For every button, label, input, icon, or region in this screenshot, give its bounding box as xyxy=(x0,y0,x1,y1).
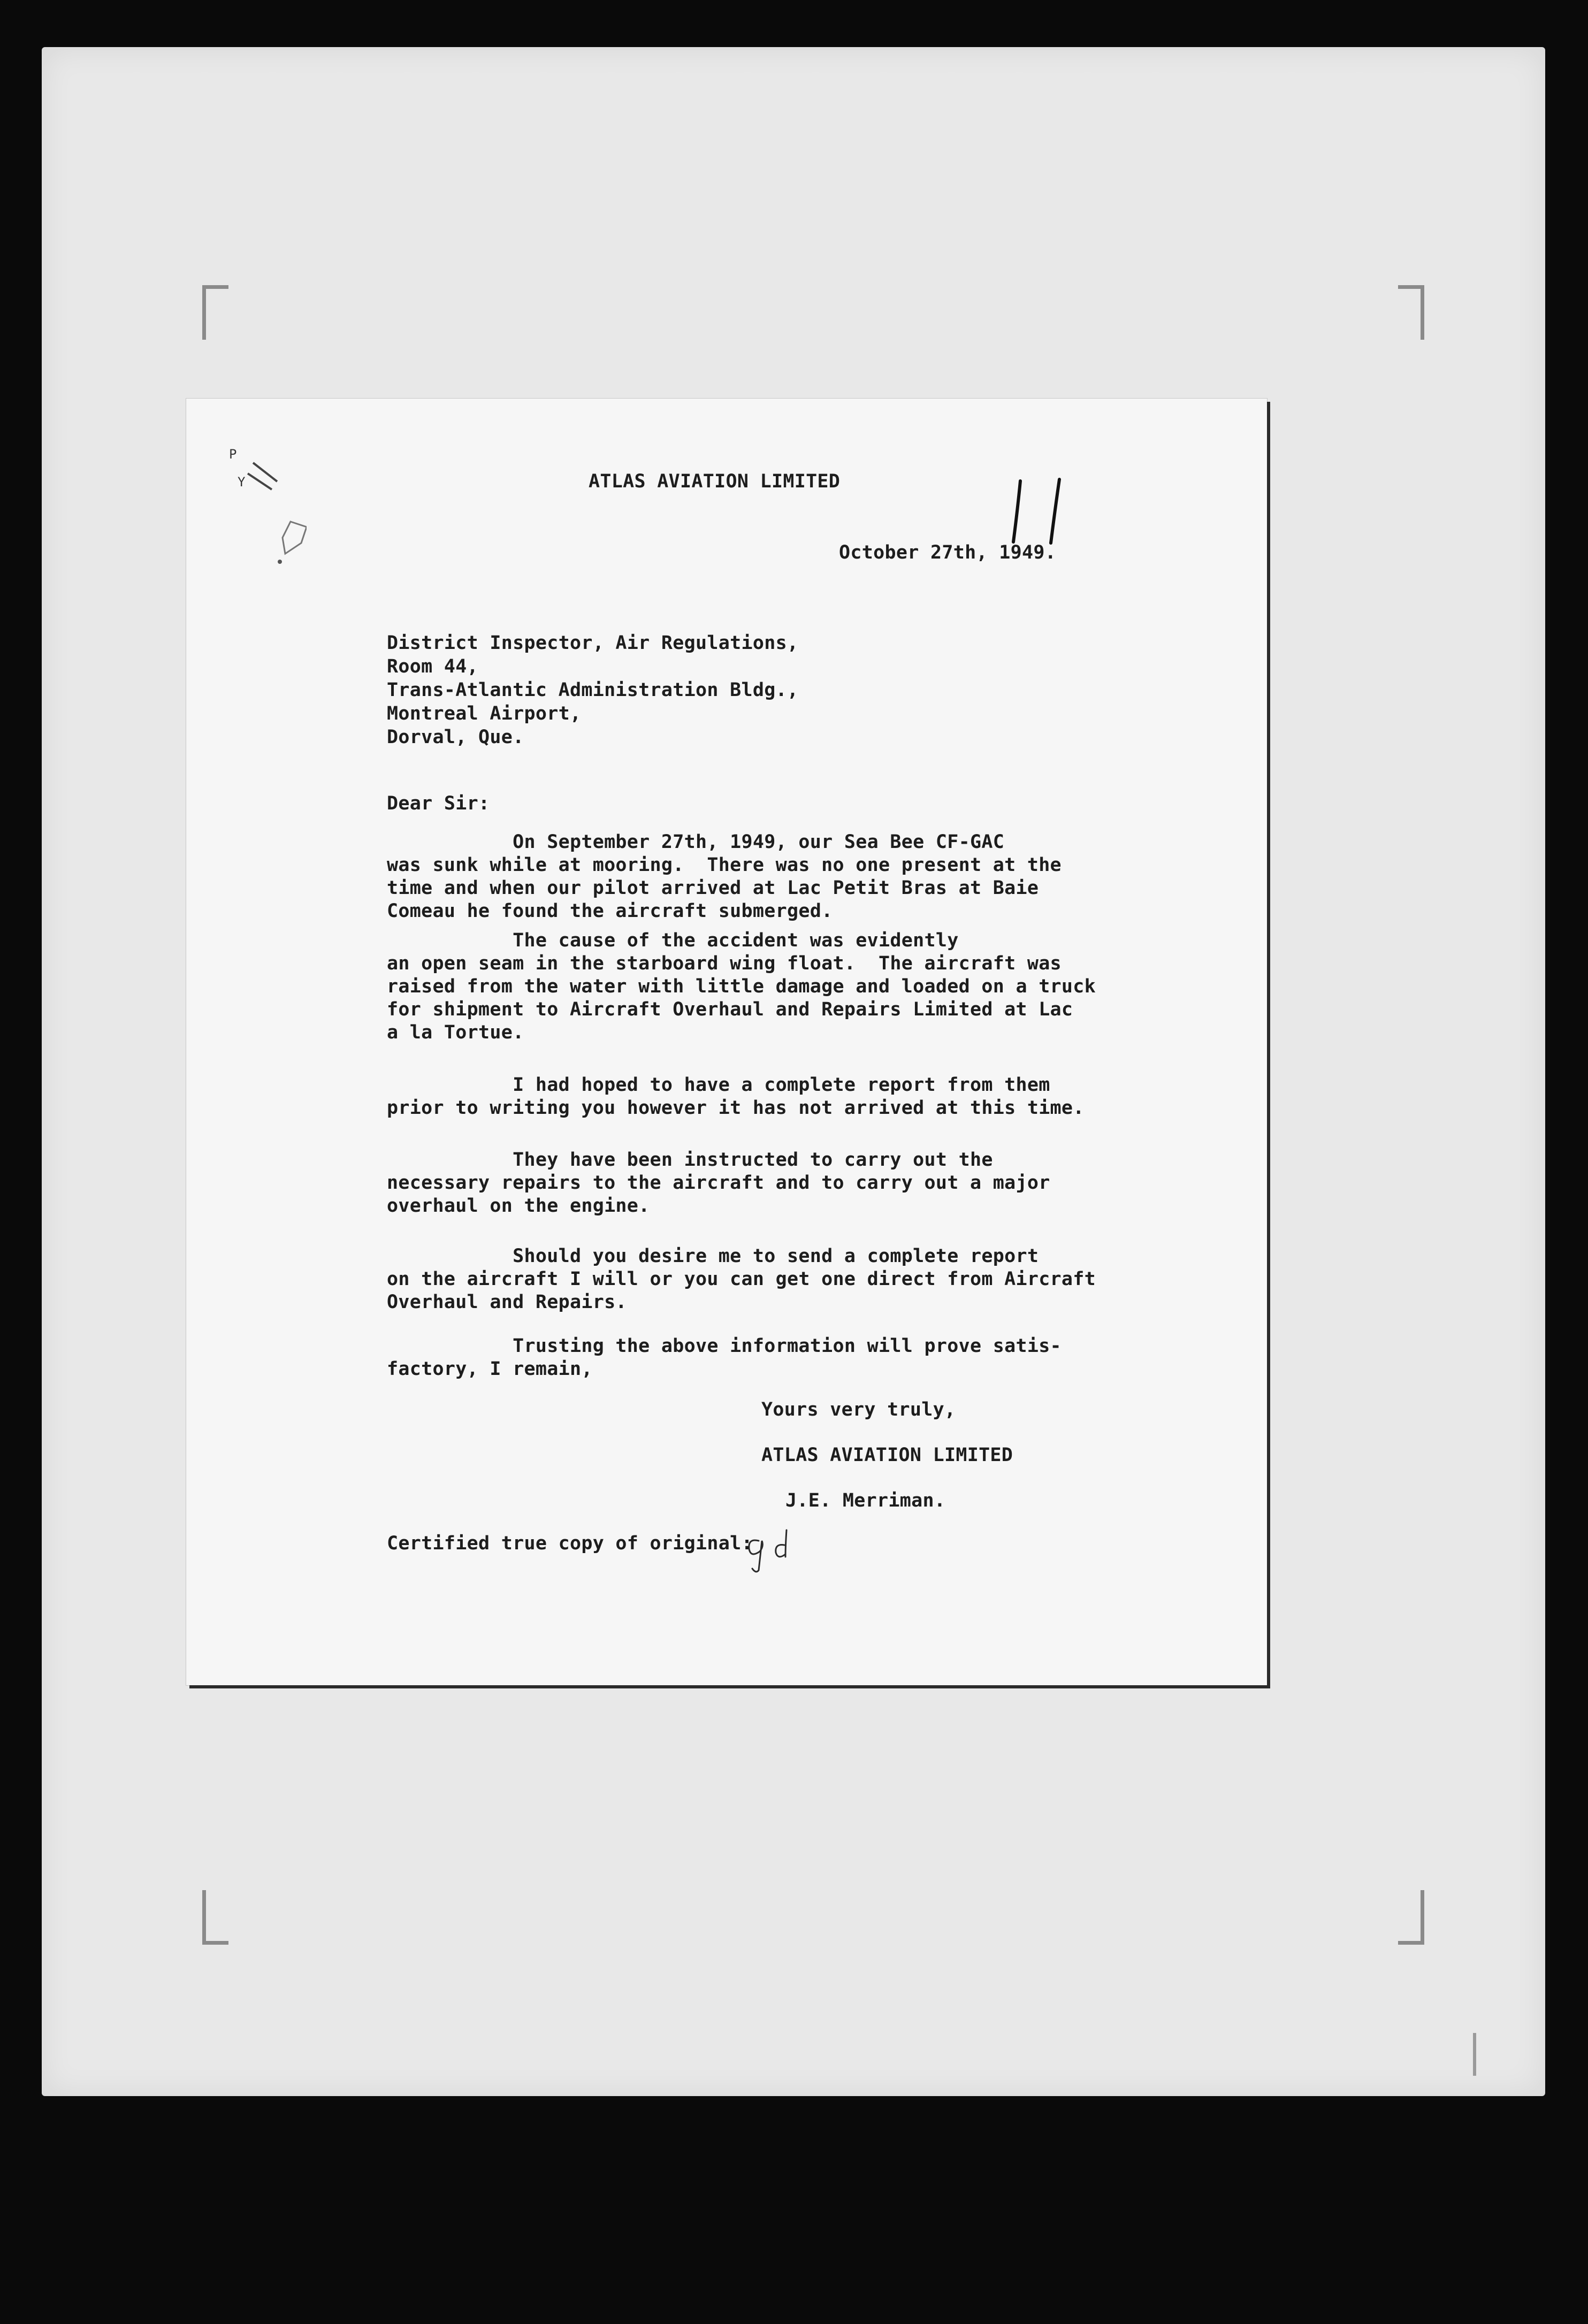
addressee-line: Room 44, xyxy=(387,656,478,677)
body-paragraph: I had hoped to have a complete report from them prior to writing you however it has not arrived at this time. xyxy=(387,1074,1085,1119)
addressee-line: Trans-Atlantic Administration Bldg., xyxy=(387,679,799,701)
crop-mark-top-right xyxy=(1398,285,1424,340)
body-paragraph: The cause of the accident was evidently an open seam in the starboard wing float. The aircraft was raised from the water with little damage and loaded on a truck for shipment to Aircraft Overhaul and Repairs Limited at Lac a la Tortue. xyxy=(387,930,1096,1043)
handwritten-initials xyxy=(743,1525,801,1576)
handwritten-number-mark xyxy=(1002,477,1071,546)
addressee-block xyxy=(387,631,798,749)
margin-letter-p: P xyxy=(229,447,237,462)
margin-ink-mark xyxy=(221,452,307,570)
body-paragraph: Should you desire me to send a complete report on the aircraft I will or you can get one direct from Aircraft Overhaul and Repairs. xyxy=(387,1245,1096,1313)
body-paragraph: Trusting the above information will prove satis- factory, I remain, xyxy=(387,1335,1062,1380)
company-signature: ATLAS AVIATION LIMITED xyxy=(761,1444,1013,1466)
addressee-line: Montreal Airport, xyxy=(387,703,582,724)
crop-mark-bottom-left xyxy=(202,1890,228,1945)
body-paragraph: They have been instructed to carry out the necessary repairs to the aircraft and to carry out a major overhaul on the engine. xyxy=(387,1149,1050,1217)
letterhead: ATLAS AVIATION LIMITED xyxy=(589,471,841,492)
addressee-line: District Inspector, Air Regulations, xyxy=(387,632,799,654)
letter-date: October 27th, 1949. xyxy=(839,542,1057,563)
body-paragraph: On September 27th, 1949, our Sea Bee CF-GAC was sunk while at mooring. There was no one present at the time and when our pilot arrived at Lac Petit Bras at Baie Comeau he found the aircraft submerged. xyxy=(387,831,1062,922)
crop-mark-top-left xyxy=(202,285,228,340)
addressee-line: Dorval, Que. xyxy=(387,727,524,748)
edge-tick xyxy=(1473,2033,1476,2076)
closing: Yours very truly, xyxy=(761,1399,956,1420)
signer-name: J.E. Merriman. xyxy=(785,1490,946,1511)
salutation: Dear Sir: xyxy=(387,793,490,814)
crop-mark-bottom-right xyxy=(1398,1890,1424,1945)
margin-letter-y: Y xyxy=(238,475,246,490)
certified-copy-line: Certified true copy of original: xyxy=(387,1533,753,1554)
letter-sheet xyxy=(186,399,1267,1685)
